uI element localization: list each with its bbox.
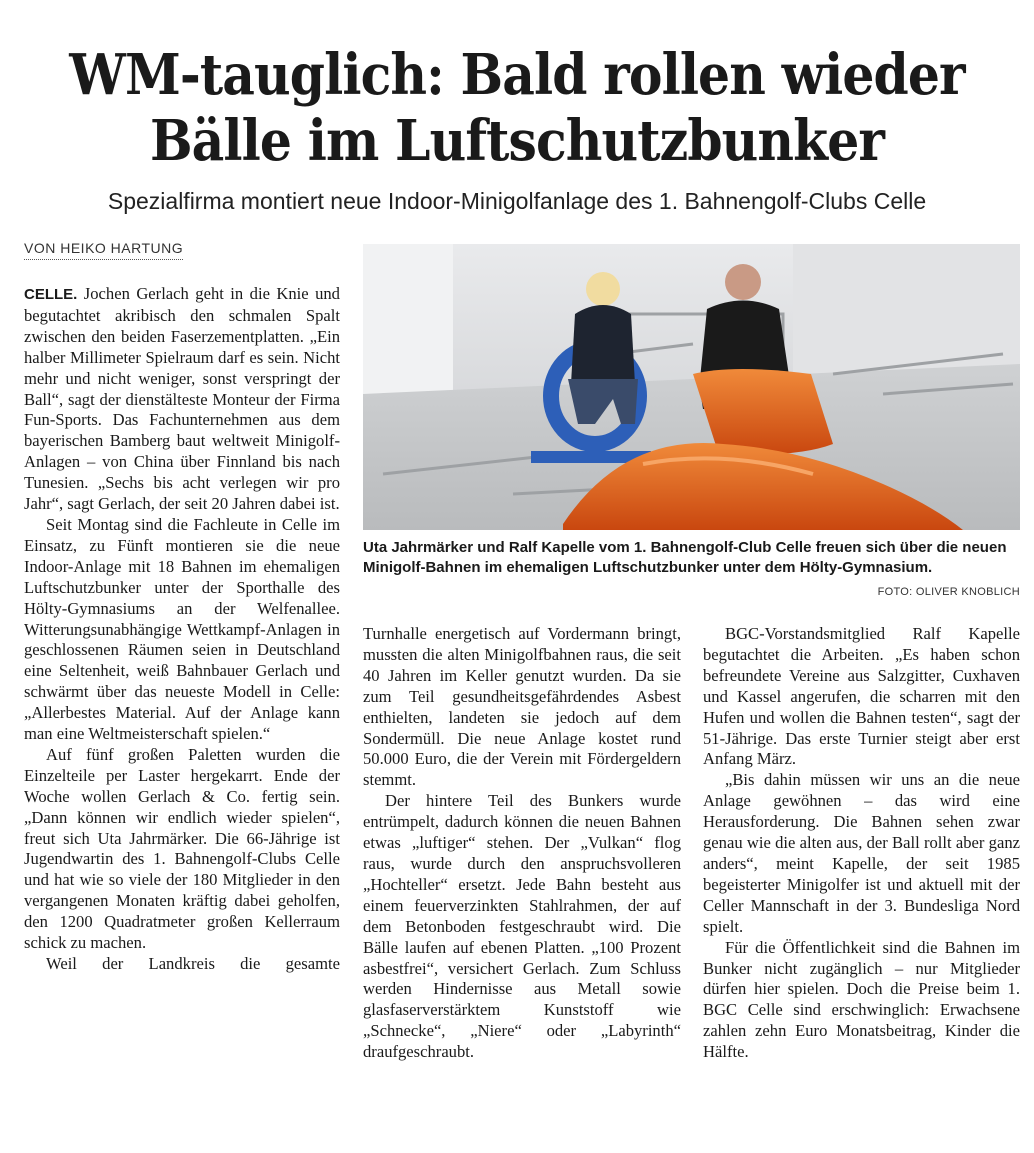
article-paragraph: Der hintere Teil des Bunkers wurde entrümpelt, dadurch können die neuen Bahnen etwas „luftiger“ stehen. Der „Vulkan“ flog raus, wurde durch den anspruchsvolleren „Hochteller“ ersetzt. Jede Bahn besteht aus einem feuerverzinkten Stahlrahmen, der auf dem Betonboden festgeschraubt wird. Die Bälle laufen auf ebenen Platten. „100 Prozent asbestfrei“, versichert Gerlach. Zum Schluss werden Hindernisse aus Metall sowie glasfaserverstärktem Kunststoff wie „Schnecke“, „Niere“ oder „Labyrinth“ draufgeschraubt. xyxy=(363,791,681,1062)
bunker-photo-illustration xyxy=(363,244,1020,530)
article-column-1 xyxy=(24,284,340,975)
photo-caption: Uta Jahrmärker und Ralf Kapelle vom 1. Bahnengolf-Club Celle freuen sich über die neuen Minigolf-Bahnen im ehemaligen Luftschutzbunker unter dem Hölty-Gymnasium. xyxy=(363,539,1007,576)
article-paragraph: Auf fünf großen Paletten wurden die Einzelteile per Laster hergekarrt. Ende der Woche wollen Gerlach & Co. fertig sein. „Dann können wir endlich wieder spielen“, freut sich Uta Jahrmärker. Die 66-Jährige ist Jugendwartin des 1. Bahnengolf-Clubs Celle und hat wie so viele der 180 Mitglieder in den vergangenen Monaten kräftig dabei geholfen, den 1200 Quadratmeter großen Kellerraum schick zu machen. xyxy=(24,744,340,953)
article-column-2 xyxy=(363,624,681,1063)
article-paragraph: Weil der Landkreis die gesamte xyxy=(46,954,340,973)
article-paragraph: „Bis dahin müssen wir uns an die neue Anlage gewöhnen – das wird eine Herausforderung. Die Bahnen sehen zwar genau wie die alten aus, der Ball rollt aber ganz anders“, meint Kapelle, der seit 1985 begeisterter Minigolfer ist und aktuell mit der Celler Mannschaft in der 3. Bundesliga Nord spielt. xyxy=(703,770,1020,936)
headline-line-1: WM-tauglich: Bald rollen wieder xyxy=(69,42,965,108)
article-paragraph: Für die Öffentlichkeit sind die Bahnen im Bunker nicht zugänglich – nur Mitglieder dürfen hier spielen. Doch die Preise beim 1. BGC Celle sind erschwinglich: Erwachsene zahlen zehn Euro Monatsbeitrag, Kinder die Hälfte. xyxy=(703,937,1020,1062)
article-paragraph: Turnhalle energetisch auf Vordermann bringt, mussten die alten Minigolfbahnen raus, die seit 40 Jahren im Keller genutzt wurden. Da sie zum Teil gesundheitsgefährdendes Asbest enthielten, landeten sie jedoch auf dem Sondermüll. Die neue Anlage kostet rund 50.000 Euro, die der Verein mit Fördergeldern stemmt. xyxy=(363,624,681,790)
article-column-3 xyxy=(703,624,1020,1063)
article-paragraph xyxy=(24,284,340,515)
article-photo xyxy=(363,244,1020,530)
article-paragraph: Seit Montag sind die Fachleute in Celle im Einsatz, zu Fünft montieren sie die neue Indoor-Anlage mit 18 Bahnen im ehemaligen Luftschutzbunker unter der Sporthalle des Hölty-Gymnasiums an der Welfenallee. Witterungsunabhängige Wettkampf-Anlagen in geschlossenen Räumen seien in Deutschland eine Seltenheit, weiß Bahnbauer Gerlach und schwärmt über das neueste Modell in Celle: „Allerbestes Material. Auf der Anlage kann man eine Weltmeisterschaft spielen.“ xyxy=(24,514,340,744)
photo-credit: FOTO: OLIVER KNOBLICH xyxy=(877,586,1020,598)
article-paragraph: BGC-Vorstandsmitglied Ralf Kapelle begutachtet die Arbeiten. „Es haben schon befreundete Vereine aus Salzgitter, Cuxhaven und Kassel angerufen, die scharren mit den Hufen und wollen die Bahnen testen“, sagt der 51-Jährige. Das erste Turnier steigt aber erst Anfang März. xyxy=(703,624,1020,769)
headline-line-2: Bälle im Luftschutzbunker xyxy=(149,108,885,174)
headline xyxy=(52,42,983,174)
dateline: CELLE. xyxy=(24,286,78,303)
paragraph-text: Jochen Gerlach geht in die Knie und begutachtet akribisch den schmalen Spalt zwischen den beiden Faserzementplatten. „Ein halber Millimeter Spielraum darf es sein. Nicht mehr und nicht weniger, sonst verspringt der Ball“, sagt der dienstälteste Monteur der Firma Fun-Sports. Das Fachunternehmen aus dem bayerischen Bamberg baut weltweit Minigolf-Anlagen – von China über Finnland bis nach Tunesien. „Sechs bis acht verlegen wir pro Jahr“, sagt Gerlach, der seit 20 Jahren dabei ist. xyxy=(24,284,340,514)
subheadline: Spezialfirma montiert neue Indoor-Minigolfanlage des 1. Bahnengolf-Clubs Celle xyxy=(107,188,927,214)
byline: VON HEIKO HARTUNG xyxy=(24,240,183,260)
